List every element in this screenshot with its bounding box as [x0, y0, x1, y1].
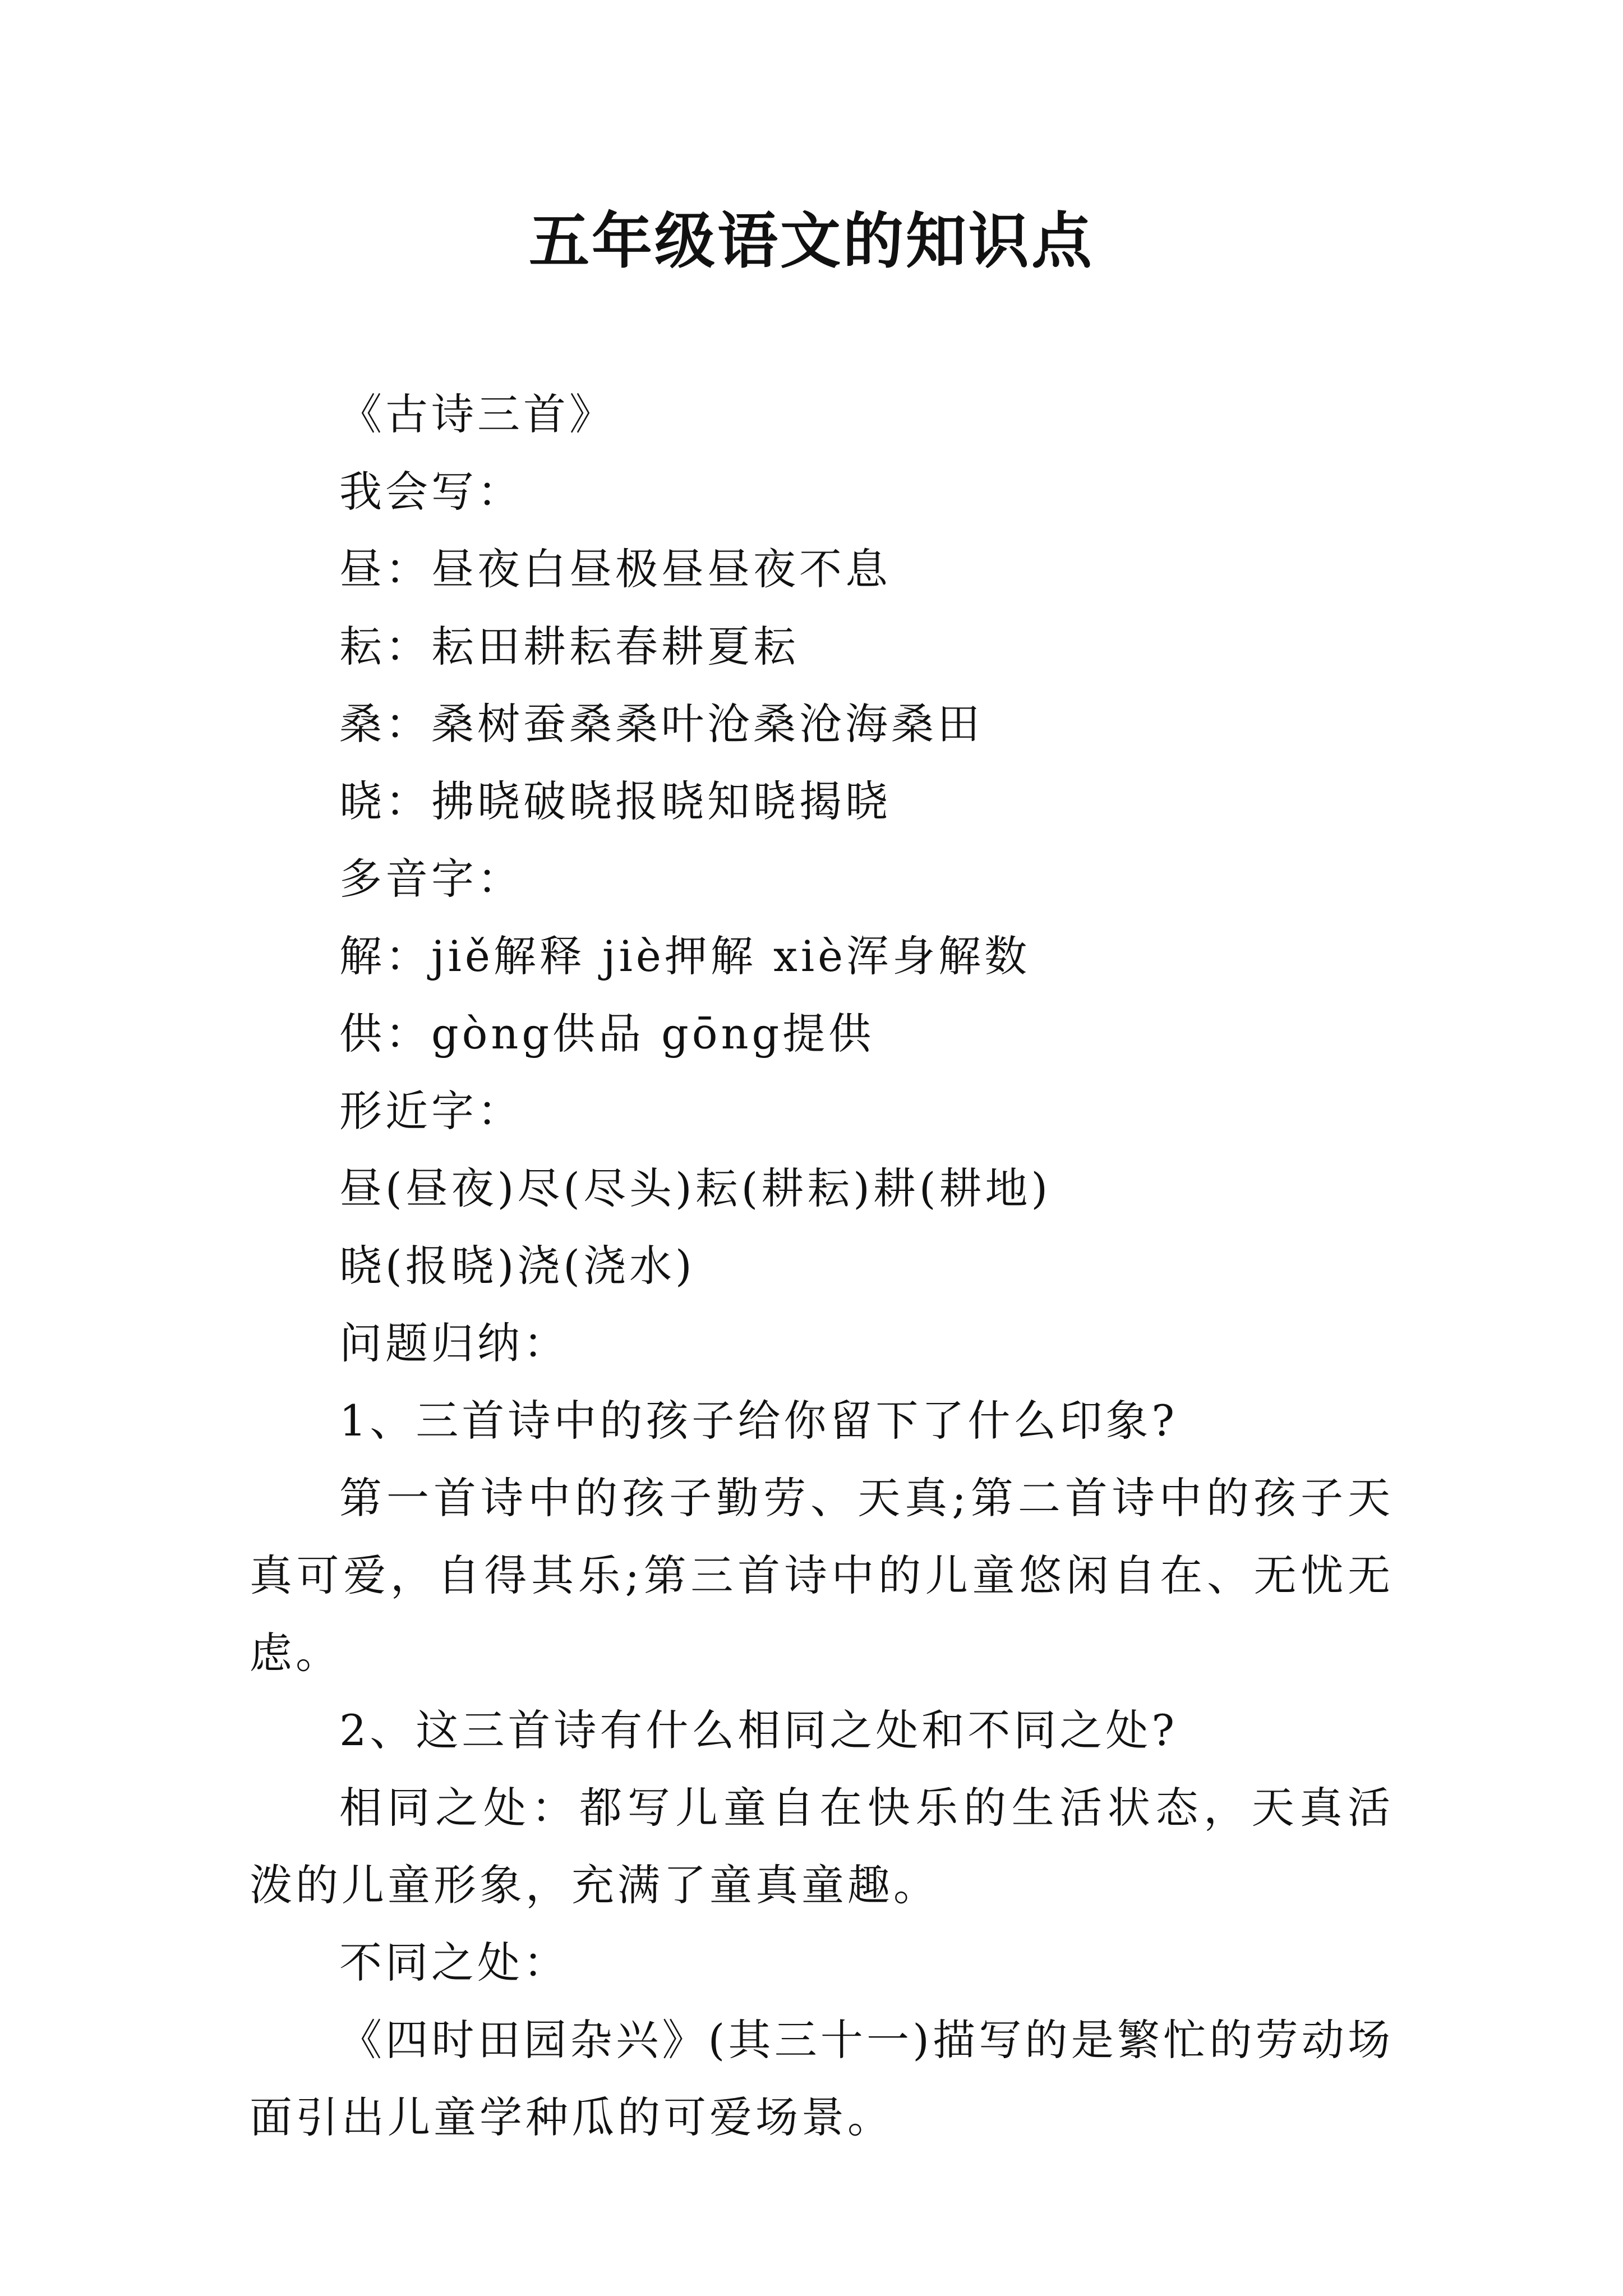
difference-paragraph: 《四时田园杂兴》(其三十一)描写的是繁忙的劳动场面引出儿童学种瓜的可爱场景。: [250, 2015, 1394, 2142]
word-line: 桑：桑树蚕桑桑叶沧桑沧海桑田: [339, 699, 983, 749]
document-body: [250, 376, 1394, 2156]
subheading-polyphone: 多音字：: [339, 854, 523, 904]
polyphone-line: 供：gòng供品 gōng提供: [339, 1009, 875, 1059]
subheading-similar: 形近字：: [339, 1086, 523, 1136]
polyphone-line: 解：jiě解释 jiè押解 xiè浑身解数: [339, 931, 1031, 981]
similar-line: 晓(报晓)浇(浇水): [339, 1241, 695, 1291]
answer-1-paragraph: 第一首诗中的孩子勤劳、天真;第二首诗中的孩子天真可爱，自得其乐;第三首诗中的儿童悠闲自在、无忧无虑。: [250, 1473, 1394, 1678]
word-line: 晓：拂晓破晓报晓知晓揭晓: [339, 776, 891, 826]
similar-line: 昼(昼夜)尽(尽头)耘(耕耘)耕(耕地): [339, 1163, 1052, 1213]
question-2: 2、这三首诗有什么相同之处和不同之处?: [339, 1705, 1178, 1755]
word-line: 耘：耘田耕耘春耕夏耘: [339, 622, 799, 671]
subheading-questions: 问题归纳：: [339, 1318, 569, 1368]
document-title: 五年级语文的知识点: [528, 206, 1094, 277]
word-line: 昼：昼夜白昼极昼昼夜不息: [339, 544, 891, 594]
answer-2-paragraph: 相同之处：都写儿童自在快乐的生活状态，天真活泼的儿童形象，充满了童真童趣。: [250, 1783, 1394, 1910]
difference-label: 不同之处：: [339, 1938, 569, 1987]
section-heading: 《古诗三首》: [339, 389, 615, 439]
question-1: 1、三首诗中的孩子给你留下了什么印象?: [339, 1396, 1178, 1446]
subheading-write: 我会写：: [339, 467, 523, 517]
